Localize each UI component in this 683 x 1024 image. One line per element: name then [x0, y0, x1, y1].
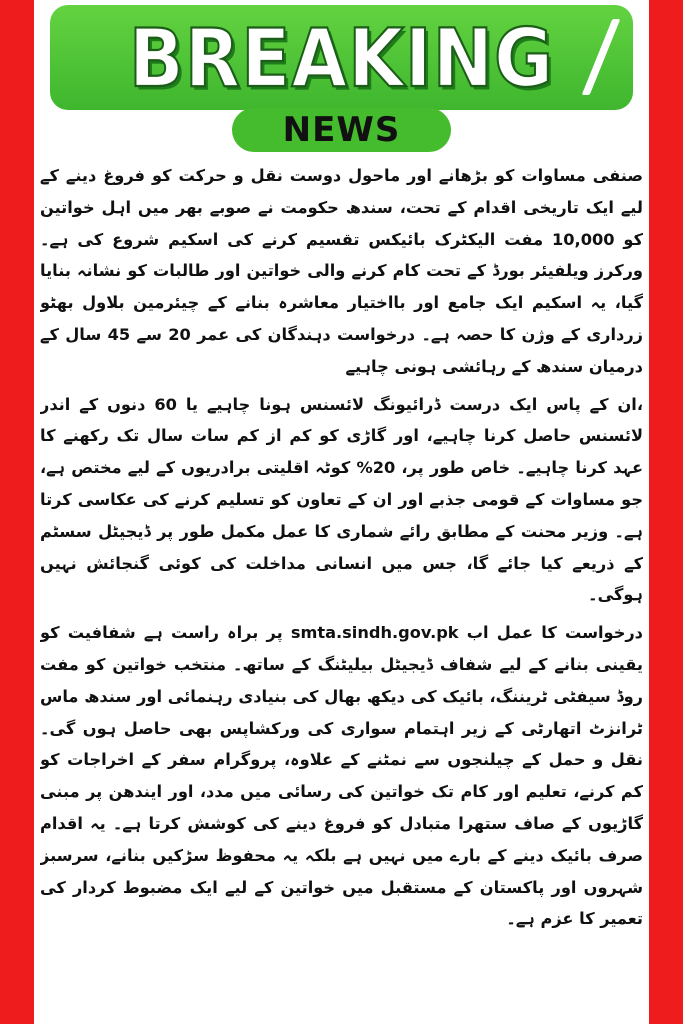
breaking-banner [50, 5, 633, 110]
news-label: NEWS [282, 110, 401, 150]
article-paragraph-1: صنفی مساوات کو بڑھانے اور ماحول دوست نقل و حرکت کو فروغ دینے کے لیے ایک تاریخی اقدام کے تحت، سندھ حکومت نے صوبے بھر میں اہل خواتین کو 10,000 مفت الیکٹرک بائیکس تقسیم کرنے کی اسکیم شروع کی ہے۔ ورکرز ویلفیئر بورڈ کے تحت کام کرنے والی خواتین اور طالبات کو نشانہ بنایا گیا، یہ اسکیم ایک جامع اور بااختیار معاشرہ بنانے کے چیئرمین بلاول بھٹو زرداری کے وژن کا حصہ ہے۔ درخواست دہندگان کی عمر 20 سے 45 سال کے درمیان سندھ کے رہائشی ہونی چاہیے [40, 166, 643, 376]
breaking-title: BREAKING [128, 10, 555, 105]
article-body [40, 160, 643, 1022]
slash-decoration [582, 19, 621, 95]
right-red-border [649, 0, 683, 1024]
article-paragraph-2: ،ان کے پاس ایک درست ڈرائیونگ لائسنس ہونا چاہیے یا 60 دنوں کے اندر لائسنس حاصل کرنا چاہیے، اور گاڑی کو کم از کم سات سال تک رکھنے کا عہد کرنا چاہیے۔ خاص طور پر، 20% کوٹہ اقلیتی برادریوں کے لیے مختص ہے، جو مساوات کے قومی جذبے اور ان کے تعاون کو تسلیم کرنے کی عکاسی کرتا ہے۔ وزیر محنت کے مطابق رائے شماری کا عمل مکمل طور پر ڈیجیٹل سسٹم کے ذریعے کیا جائے گا، جس میں انسانی مداخلت کی کوئی گنجائش نہیں ہوگی۔ [40, 394, 643, 605]
article-paragraph-3: درخواست کا عمل اب smta.sindh.gov.pk پر براہ راست ہے شفافیت کو یقینی بنانے کے لیے شفاف ڈیجیٹل بیلیٹنگ کے ساتھ۔ منتخب خواتین کو مفت روڈ سیفٹی ٹریننگ، بائیک کی دیکھ بھال کی بنیادی رہنمائی اور سندھ ماس ٹرانزٹ اتھارٹی کے زیر اہتمام سواری کی ورکشاپس بھی حاصل ہوں گی۔ نقل و حمل کے چیلنجوں سے نمٹنے کے علاوہ، پروگرام سفر کے اخراجات کو کم کرنے، تعلیم اور کام تک خواتین کی رسائی میں مدد، اور ایندھن پر مبنی گاڑیوں کے صاف ستھرا متبادل کو فروغ دینے کی کوشش کرتا ہے۔ یہ اقدام صرف بائیک دینے کے بارے میں نہیں ہے بلکہ یہ محفوظ سڑکیں بنانے، سرسبز شہروں اور پاکستان کے مستقبل میں خواتین کے لیے ایک مضبوط کردار کی تعمیر کا عزم ہے۔ [40, 623, 643, 929]
news-badge [232, 108, 451, 152]
left-red-border [0, 0, 34, 1024]
